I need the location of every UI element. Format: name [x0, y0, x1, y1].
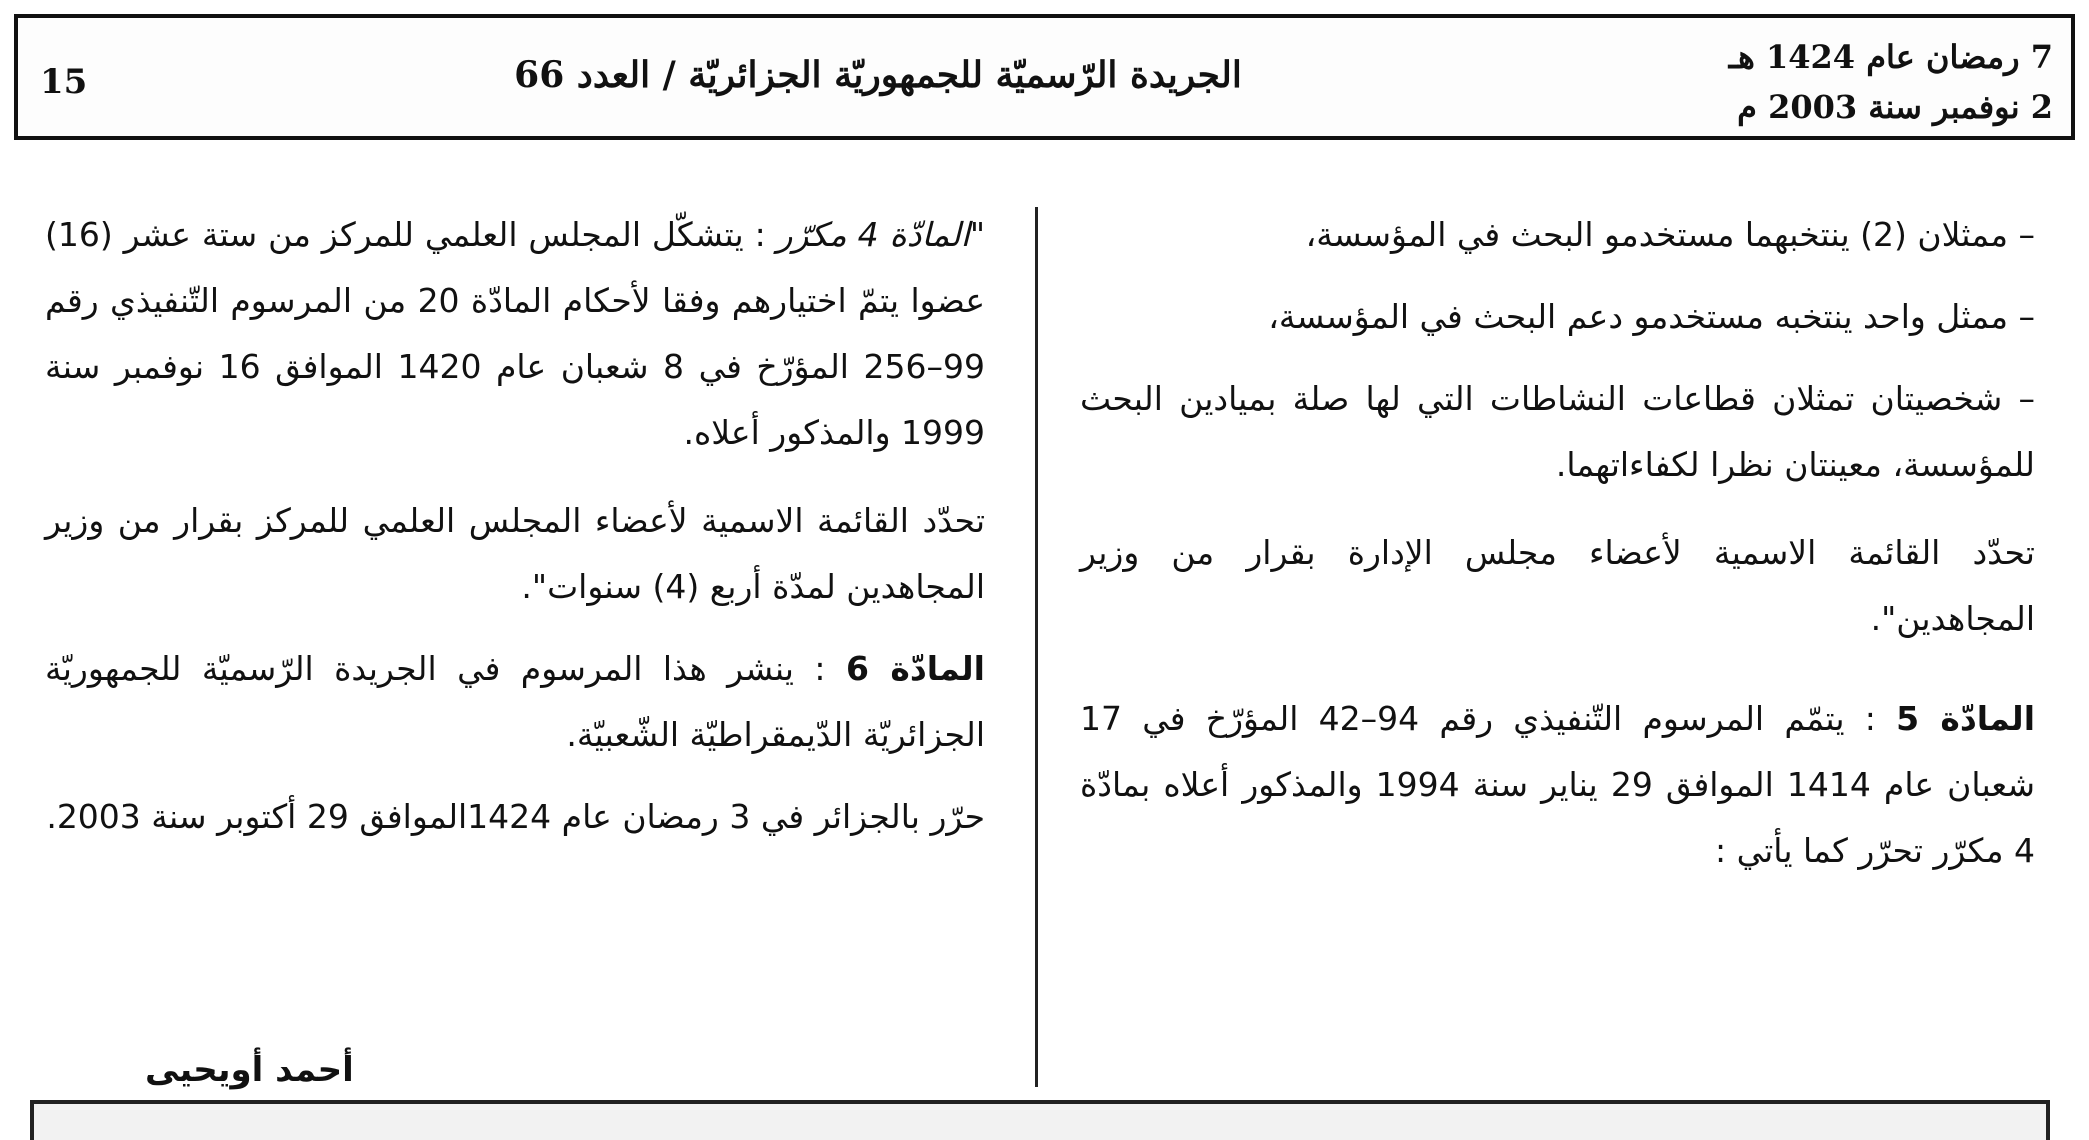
scientific-council-list-paragraph: تحدّد القائمة الاسمية لأعضاء المجلس العلمي للمركز بقرار من وزير المجاهدين لمدّة أربع (4) سنوات".	[45, 501, 985, 606]
article-6-text: : ينشر هذا المرسوم في الجريدة الرّسميّة للجمهوريّة الجزائريّة الدّيمقراطيّة الشّعبيّة.	[45, 649, 985, 754]
hijri-date: 7 رمضان عام 1424 هـ	[1728, 38, 2053, 76]
issue-date	[1729, 32, 2053, 132]
article-6-label: المادّة 6	[845, 649, 985, 688]
article-4-bis-label: "المادّة 4 مكرّر	[776, 215, 985, 254]
signature: أحمد أويحيى	[145, 1050, 354, 1090]
article-5-text: : يتمّم المرسوم التّنفيذي رقم 94–42 المؤرّخ في 17 شعبان عام 1414 الموافق 29 يناير سنة 1994 والمذكور أعلاه بمادّة 4 مكرّر تحرّر كما يأتي :	[1080, 699, 2035, 870]
article-6	[45, 636, 985, 768]
article-5	[1080, 686, 2035, 884]
article-5-label: المادّة 5	[1896, 699, 2036, 738]
bullet-support-staff: – ممثل واحد ينتخبه مستخدمو دعم البحث في المؤسسة،	[1268, 297, 2035, 336]
page-header	[14, 14, 2075, 140]
page-number: 15	[40, 62, 88, 102]
board-list-paragraph: تحدّد القائمة الاسمية لأعضاء مجلس الإدارة بقرار من وزير المجاهدين".	[1080, 533, 2035, 638]
right-column	[1080, 202, 2035, 884]
left-column	[45, 202, 985, 850]
next-section-box	[30, 1100, 2050, 1140]
bullet-research-staff: – ممثلان (2) ينتخبهما مستخدمو البحث في المؤسسة،	[1305, 215, 2035, 254]
gregorian-date: 2 نوفمبر سنة 2003 م	[1737, 88, 2053, 126]
article-4-bis-text: : يتشكّل المجلس العلمي للمركز من ستة عشر (16) عضوا يتمّ اختيارهم وفقا لأحكام المادّة 20 من المرسوم التّنفيذي رقم 99–256 المؤرّخ في 8 شعبان عام 1420 الموافق 16 نوفمبر سنة 1999 والمذكور أعلاه.	[45, 215, 986, 452]
journal-title: الجريدة الرّسميّة للجمهوريّة الجزائريّة / العدد 66	[514, 54, 1242, 96]
done-at-paragraph: حرّر بالجزائر في 3 رمضان عام 1424الموافق 29 أكتوبر سنة 2003.	[46, 797, 985, 836]
column-divider	[1035, 207, 1038, 1087]
bullet-personalities: – شخصيتان تمثلان قطاعات النشاطات التي لها صلة بميادين البحث للمؤسسة، معينتان نظرا لكفاءاتهما.	[1080, 379, 2035, 484]
article-4-bis	[45, 202, 985, 466]
